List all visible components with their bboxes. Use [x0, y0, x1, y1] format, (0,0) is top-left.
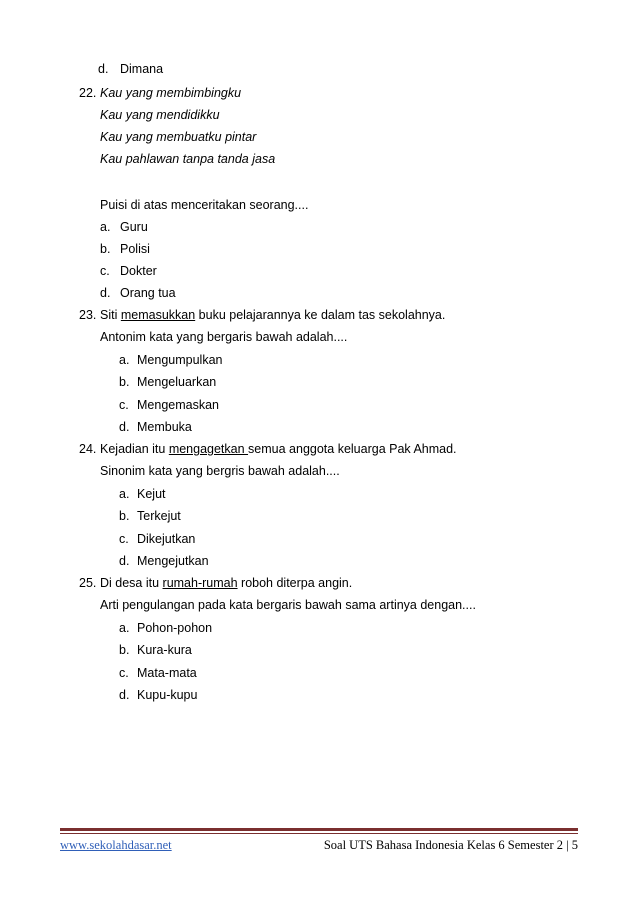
question-23-option-c: c. Mengemaskan	[119, 398, 219, 412]
underlined-word: memasukkan	[120, 308, 196, 322]
poem-line-1: Kau yang membimbingku	[100, 86, 242, 100]
question-22-option-b: b. Polisi	[100, 242, 150, 256]
question-24-option-d: d. Mengejutkan	[119, 554, 209, 568]
footer-divider-thick	[60, 828, 578, 831]
question-25-option-b: b. Kura-kura	[119, 643, 192, 657]
underlined-word: mengagetkan	[168, 442, 249, 456]
question-25-text: Di desa itu rumah-rumah roboh diterpa angin.	[100, 576, 353, 590]
question-23-option-d: d. Membuka	[119, 420, 192, 434]
question-23-text: Siti memasukkan buku pelajarannya ke dalam tas sekolahnya.	[100, 308, 446, 322]
question-23-option-b: b. Mengeluarkan	[119, 375, 217, 389]
question-22-option-c: c. Dokter	[100, 264, 157, 278]
underlined-word: rumah-rumah	[162, 576, 238, 590]
poem-line-3: Kau yang membuatku pintar	[100, 130, 257, 144]
question-23-prompt: Antonim kata yang bergaris bawah adalah....	[100, 330, 348, 344]
question-22-prompt: Puisi di atas menceritakan seorang....	[100, 198, 309, 212]
question-24-number: 24.	[79, 442, 97, 456]
footer-document-title: Soal UTS Bahasa Indonesia Kelas 6 Semester 2 | 5	[323, 838, 578, 852]
option-d: d. Dimana	[98, 62, 164, 76]
question-24-option-c: c. Dikejutkan	[119, 532, 196, 546]
question-22-option-d: d. Orang tua	[100, 286, 176, 300]
question-24-text: Kejadian itu mengagetkan semua anggota keluarga Pak Ahmad.	[100, 442, 457, 456]
poem-line-2: Kau yang mendidikku	[100, 108, 220, 122]
question-25-option-c: c. Mata-mata	[119, 666, 197, 680]
question-24-option-a: a. Kejut	[119, 487, 166, 501]
question-25-prompt: Arti pengulangan pada kata bergaris bawah sama artinya dengan....	[100, 598, 476, 612]
footer-website-link[interactable]: www.sekolahdasar.net	[60, 838, 172, 852]
question-24-option-b: b. Terkejut	[119, 509, 181, 523]
poem-line-4: Kau pahlawan tanpa tanda jasa	[100, 152, 276, 166]
question-25-option-a: a. Pohon-pohon	[119, 621, 213, 635]
question-22-number: 22.	[79, 86, 97, 100]
question-25-number: 25.	[79, 576, 97, 590]
question-23-option-a: a. Mengumpulkan	[119, 353, 223, 367]
footer-divider-thin	[60, 833, 578, 834]
question-25-option-d: d. Kupu-kupu	[119, 688, 198, 702]
question-24-prompt: Sinonim kata yang bergris bawah adalah....	[100, 464, 340, 478]
question-23-number: 23.	[79, 308, 97, 322]
question-22-option-a: a. Guru	[100, 220, 148, 234]
